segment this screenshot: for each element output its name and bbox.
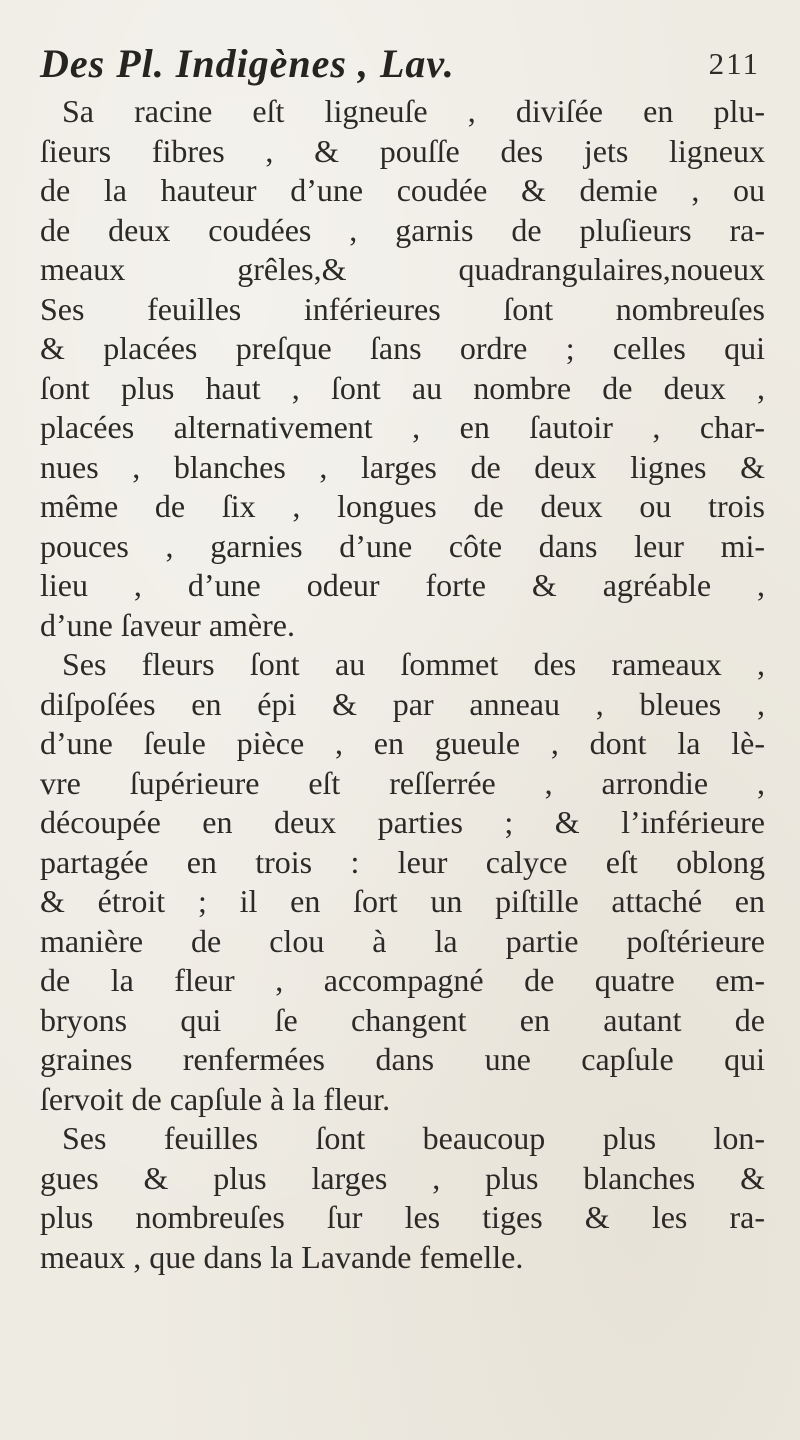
text-line: ſont plus haut , ſont au nombre de deux ,: [40, 369, 765, 406]
text-line: meaux , que dans la Lavande femelle.: [40, 1238, 524, 1275]
text-line: graines renfermées dans une capſule qui: [40, 1041, 765, 1077]
text-line: Ses feuilles inférieures ſont nombreuſes: [40, 290, 765, 327]
text-line: Sa racine eſt ligneuſe , diviſée en plu-: [62, 93, 765, 129]
text-line: gues & plus larges , plus blanches &: [40, 1159, 765, 1196]
text-line: placées alternativement , en ſautoir , char-: [40, 409, 765, 445]
text-line: de la hauteur d’une coudée & demie , ou: [40, 172, 765, 208]
text-line: de la fleur , accompagné de quatre em-: [40, 962, 765, 998]
page-header: [40, 40, 760, 100]
text-line: découpée en deux parties ; & l’inférieure: [40, 804, 765, 840]
text-line: plus nombreuſes ſur les tiges & les ra-: [40, 1199, 765, 1235]
text-line: même de ſix , longues de deux ou trois: [40, 488, 765, 524]
text-line: & étroit ; il en ſort un piſtille attaché en: [40, 883, 765, 919]
text-line: nues , blanches , larges de deux lignes &: [40, 448, 765, 485]
text-line: meaux grêles,& quadrangulaires,noueux: [40, 251, 765, 287]
text-line: diſpoſées en épi & par anneau , bleues ,: [40, 685, 765, 722]
text-line: ſervoit de capſule à la fleur.: [40, 1080, 391, 1117]
text-line: Ses feuilles ſont beaucoup plus lon-: [62, 1120, 765, 1156]
text-line: d’une ſeule pièce , en gueule , dont la lè-: [40, 725, 765, 761]
text-line: manière de clou à la partie poſtérieure: [40, 922, 765, 959]
body-text: [40, 92, 765, 1277]
text-line: & placées preſque ſans ordre ; celles qui: [40, 330, 765, 366]
page-number: 211: [708, 46, 760, 81]
text-line: partagée en trois : leur calyce eſt oblong: [40, 843, 765, 880]
text-line: d’une ſaveur amère.: [40, 606, 295, 643]
text-line: vre ſupérieure eſt reſſerrée , arrondie ,: [40, 764, 765, 801]
text-line: Ses fleurs ſont au ſommet des rameaux ,: [62, 646, 765, 682]
text-line: pouces , garnies d’une côte dans leur mi-: [40, 527, 765, 564]
text-line: ſieurs fibres , & pouſſe des jets ligneux: [40, 132, 765, 169]
running-head: Des Pl. Indigènes , Lav.: [40, 41, 455, 86]
text-line: lieu , d’une odeur forte & agréable ,: [40, 567, 765, 603]
text-line: de deux coudées , garnis de pluſieurs ra-: [40, 211, 765, 248]
text-line: bryons qui ſe changent en autant de: [40, 1001, 765, 1038]
